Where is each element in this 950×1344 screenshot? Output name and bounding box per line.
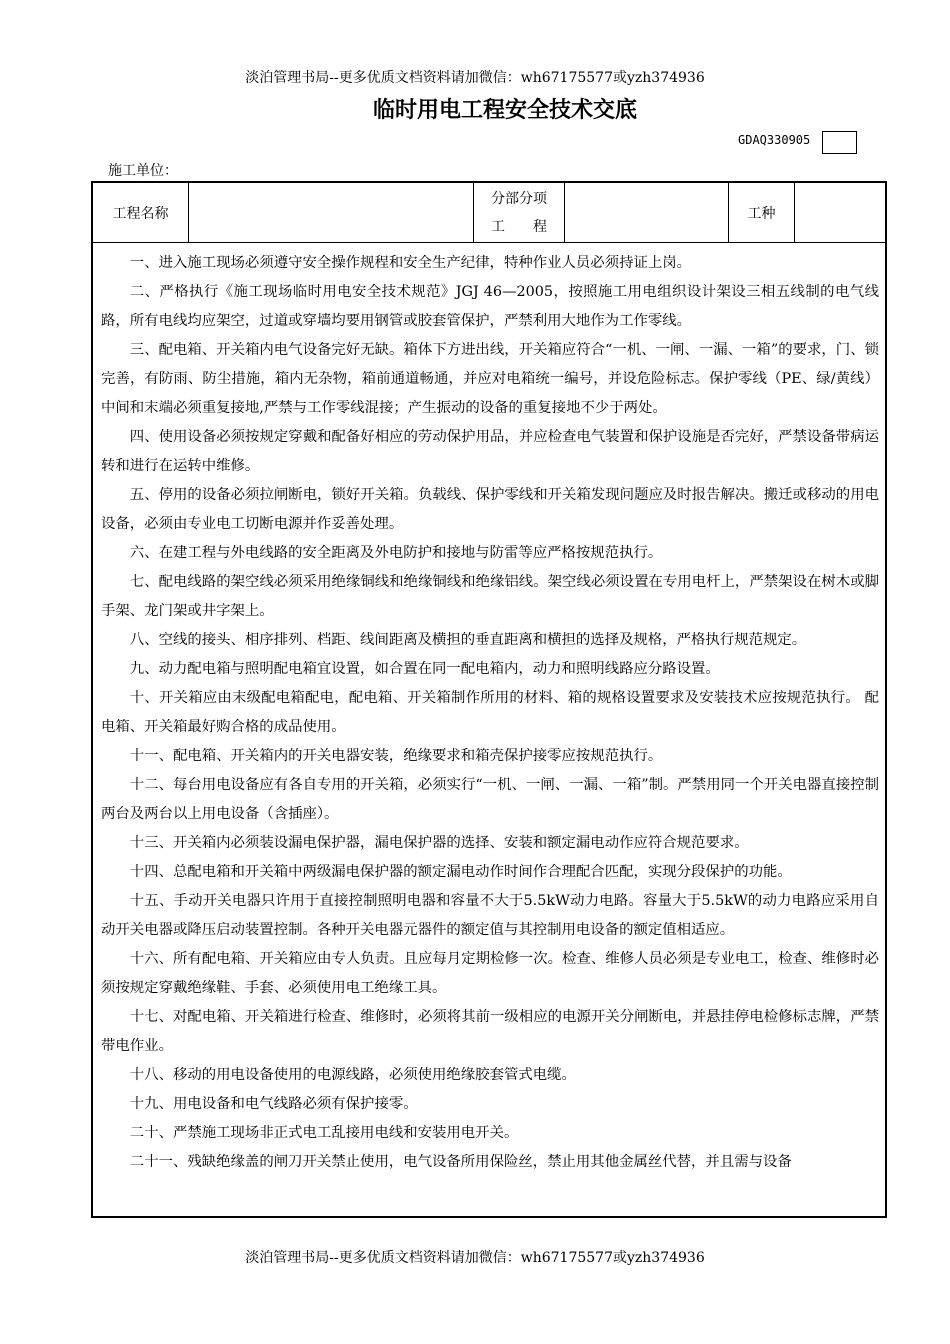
form-code: GDAQ330905 <box>738 133 811 147</box>
project-name-label: 工程名称 <box>93 183 189 242</box>
clause-paragraph: 一、进入施工现场必须遵守安全操作规程和安全生产纪律，特种作业人员必须持证上岗。 <box>129 255 692 271</box>
sub-project-label-line2: 工 程 <box>491 218 547 235</box>
clause-paragraph: 十七、对配电箱、开关箱进行检查、维修时，必须将其前一级相应的电源开关分闸断电，并悬挂停电检修标志牌，严禁带电作业。 <box>101 1009 879 1054</box>
clause-paragraph: 五、停用的设备必须拉闸断电，锁好开关箱。负载线、保护零线和开关箱发现问题应及时报告解决。搬迁或移动的用电设备，必须由专业电工切断电源并作妥善处理。 <box>101 487 879 532</box>
project-name-value <box>189 183 474 242</box>
clause-paragraph: 九、动力配电箱与照明配电箱宜设置，如合置在同一配电箱内，动力和照明线路应分路设置。 <box>129 661 720 677</box>
table-header-row <box>93 183 885 243</box>
watermark-top: 淡泊管理书局--更多优质文档资料请加微信：wh67175577或yzh374936 <box>245 70 705 86</box>
sub-project-label-line1: 分部分项 <box>491 190 547 207</box>
clause-paragraph: 十、开关箱应由末级配电箱配电，配电箱、开关箱制作所用的材料、箱的规格设置要求及安装技术应按规范执行。 配电箱、开关箱最好购合格的成品使用。 <box>101 690 879 735</box>
construction-unit-label: 施工单位： <box>108 163 178 179</box>
clause-paragraph: 三、配电箱、开关箱内电气设备完好无缺。箱体下方进出线，开关箱应符合“一机、一闸、一漏、一箱”的要求，门、锁完善，有防雨、防尘措施，箱内无杂物，箱前通道畅通，并应对电箱统一编号，并设危险标志。保护零线（PE、绿/黄线）中间和末端必须重复接地,严禁与工作零线混接；产生振动的设备的重复接地不少于两处。 <box>101 342 879 416</box>
clause-paragraph: 四、使用设备必须按规定穿戴和配备好相应的劳动保护用品，并应检查电气装置和保护设施是否完好，严禁设备带病运转和进行在运转中维修。 <box>101 429 879 474</box>
clause-paragraph: 十九、用电设备和电气线路必须有保护接零。 <box>129 1096 418 1112</box>
trade-value <box>795 183 887 242</box>
clause-paragraph: 十五、手动开关电器只许用于直接控制照明电器和容量不大于5.5kW动力电路。容量大于5.5kW的动力电路应采用自动开关电器或降压启动装置控制。各种开关电器元器件的额定值与其控制用电设备的额定值相适应。 <box>101 893 879 938</box>
clause-paragraph: 十二、每台用电设备应有各自专用的开关箱，必须实行“一机、一闸、一漏、一箱”制。严禁用同一个开关电器直接控制两台及两台以上用电设备（含插座）。 <box>101 777 879 822</box>
clause-paragraph: 二十、严禁施工现场非正式电工乱接用电线和安装用电开关。 <box>129 1125 519 1141</box>
code-box <box>822 131 857 154</box>
disclosure-table <box>91 181 887 1218</box>
clause-paragraph: 十三、开关箱内必须装设漏电保护器，漏电保护器的选择、安装和额定漏电动作应符合规范要求。 <box>129 835 749 851</box>
clause-paragraph: 十一、配电箱、开关箱内的开关电器安装，绝缘要求和箱壳保护接零应按规范执行。 <box>129 748 663 764</box>
clause-paragraph: 十八、移动的用电设备使用的电源线路，必须使用绝缘胶套管式电缆。 <box>129 1067 576 1083</box>
clause-paragraph: 十六、所有配电箱、开关箱应由专人负责。且应每月定期检修一次。检查、维修人员必须是专业电工，检查、维修时必须按规定穿戴绝缘鞋、手套、必须使用电工绝缘工具。 <box>101 951 879 996</box>
sub-project-value <box>565 183 729 242</box>
clause-paragraph: 八、空线的接头、相序排列、档距、线间距离及横担的垂直距离和横担的选择及规格，严格执行规范规定。 <box>129 632 807 648</box>
disclosure-content <box>93 243 885 1177</box>
watermark-bottom: 淡泊管理书局--更多优质文档资料请加微信：wh67175577或yzh374936 <box>245 1250 705 1266</box>
document-title: 临时用电工程安全技术交底 <box>372 98 637 123</box>
sub-project-label <box>474 183 565 242</box>
clause-paragraph: 七、配电线路的架空线必须采用绝缘铜线和绝缘铜线和绝缘铝线。架空线必须设置在专用电杆上，严禁架设在树木或脚手架、龙门架或井字架上。 <box>101 574 879 619</box>
clause-paragraph: 二十一、残缺绝缘盖的闸刀开关禁止使用，电气设备所用保险丝，禁止用其他金属丝代替，并且需与设备 <box>129 1154 792 1170</box>
clause-paragraph: 二、严格执行《施工现场临时用电安全技术规范》JGJ 46—2005，按照施工用电组织设计架设三相五线制的电气线路，所有电线均应架空，过道或穿墙均要用钢管或胶套管保护，严禁利用大地作为工作零线。 <box>101 284 879 329</box>
clause-paragraph: 六、在建工程与外电线路的安全距离及外电防护和接地与防雷等应严格按规范执行。 <box>129 545 663 561</box>
trade-label: 工种 <box>729 183 795 242</box>
clause-paragraph: 十四、总配电箱和开关箱中两级漏电保护器的额定漏电动作时间作合理配合匹配，实现分段保护的功能。 <box>129 864 792 880</box>
